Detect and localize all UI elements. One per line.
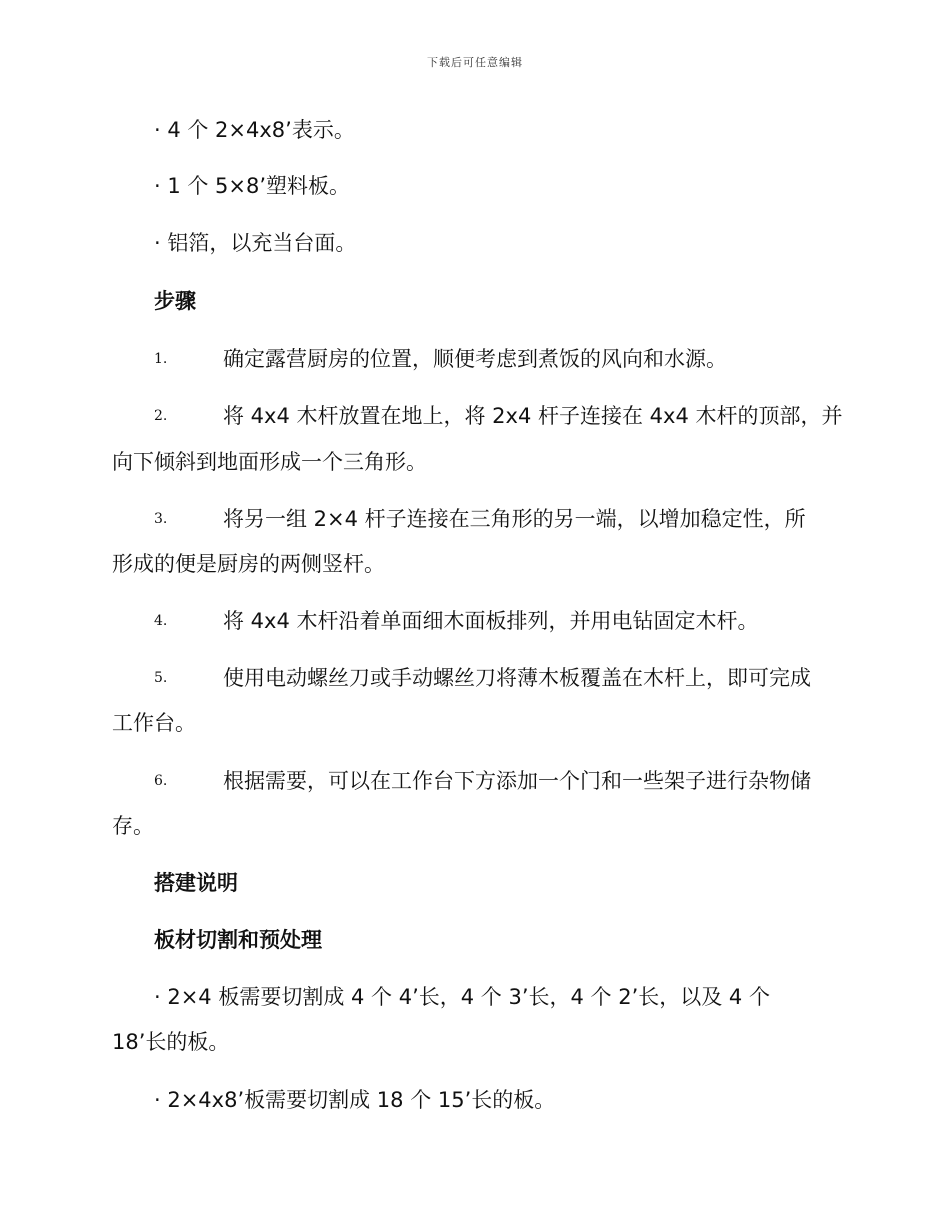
build-heading: 搭建说明 — [154, 871, 238, 895]
step-text: 将 4x4 木杆放置在地上，将 2x4 杆子连接在 4x4 木杆的顶部，并 — [223, 404, 843, 428]
cut-item: · 2×4x8’板需要切割成 18 个 15’长的板。 — [154, 1088, 556, 1112]
step-number: 3. — [154, 511, 168, 527]
step-text: 确定露营厨房的位置，顺便考虑到煮饭的风向和水源。 — [223, 347, 727, 371]
step-text: 将 4x4 木杆沿着单面细木面板排列，并用电钻固定木杆。 — [223, 609, 759, 633]
step-number: 4. — [154, 613, 168, 629]
material-item: · 1 个 5×8’塑料板。 — [154, 174, 351, 198]
cut-item-continuation: 18’长的板。 — [112, 1030, 230, 1054]
step-number: 1. — [154, 351, 168, 367]
step-text-continuation: 向下倾斜到地面形成一个三角形。 — [112, 450, 427, 474]
step-text-continuation: 形成的便是厨房的两侧竖杆。 — [112, 552, 385, 576]
steps-heading: 步骤 — [154, 289, 196, 313]
step-text: 根据需要，可以在工作台下方添加一个门和一些架子进行杂物储 — [223, 769, 811, 793]
step-text-continuation: 存。 — [112, 814, 154, 838]
step-number: 6. — [154, 773, 168, 789]
step-text: 使用电动螺丝刀或手动螺丝刀将薄木板覆盖在木杆上，即可完成 — [223, 666, 811, 690]
step-text: 将另一组 2×4 杆子连接在三角形的另一端，以增加稳定性，所 — [223, 507, 806, 531]
cut-heading: 板材切割和预处理 — [154, 928, 322, 952]
material-item: · 铝箔，以充当台面。 — [154, 231, 357, 255]
step-text-continuation: 工作台。 — [112, 711, 196, 735]
material-item: · 4 个 2×4x8’表示。 — [154, 118, 355, 142]
cut-item: · 2×4 板需要切割成 4 个 4’长，4 个 3’长，4 个 2’长，以及 4 个 — [154, 985, 770, 1009]
step-number: 5. — [154, 670, 168, 686]
step-number: 2. — [154, 408, 168, 424]
page-header: 下载后可任意编辑 — [427, 56, 523, 69]
